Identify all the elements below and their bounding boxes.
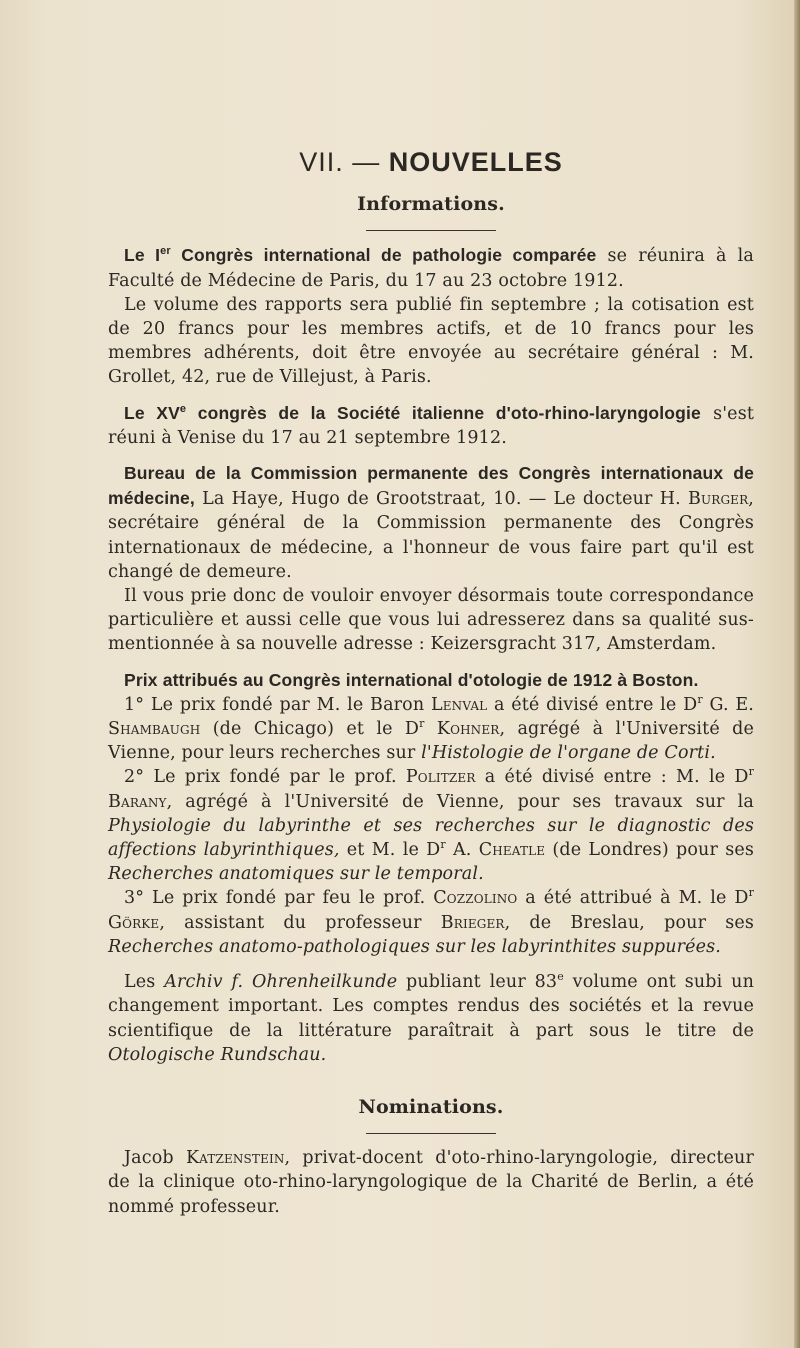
congres-italien-ordinal: Le XVe (124, 402, 187, 423)
journal-title: Archiv f. Ohrenheilkunde (164, 972, 398, 993)
section-title-text: NOUVELLES (388, 147, 563, 177)
paragraph-prix-1: 1° Le prix fondé par M. le Baron Lenval a été divisé entre le $D^r$ G. E. Shambaugh (de Chicago) et le $D^r$ Kohner, agrégé à l'Université de Vienne, pour leurs recherches sur l'Histologie de l'organe de Corti. (108, 693, 755, 764)
paragraph-bureau-commission: Bureau de la Commission permanente des Congrès internationaux de médecine, La Haye, Hugo de Grootstraat, 10. — Le docteur H. Burger, secrétaire général de la Commission permanente des Congrès internationaux de médecine, a l'honneur de vous faire part qu'il est changé de demeure. (108, 463, 754, 582)
nominations-heading: Nominations. (358, 1095, 504, 1118)
congres-italien-text: s'est réuni à Venise du 17 au 21 septembre 1912. (108, 403, 755, 448)
paragraph-nouvelle-adresse: Il vous prie donc de vouloir envoyer désormais toute correspondance particulière et aussi celle que vous lui adresserez dans sa qualité sus-mentionnée à sa nouvelle adresse : Keizersgracht 317, Amsterdam. (108, 586, 754, 655)
paragraph-archiv: Les Archiv f. Ohrenheilkunde publiant leur 83e volume ont subi un changement important. Les comptes rendus des sociétés et la revue scientifique de la littérature paraîtrait à part sous le titre de Otologische Rundschau. (108, 970, 754, 1065)
work-title: l'Histologie de l'organe de Corti. (421, 743, 716, 764)
section-title (108, 147, 754, 177)
person-name: Shambaugh (108, 719, 201, 740)
heading-rule (366, 1133, 496, 1134)
person-name: Katzenstein (185, 1148, 285, 1169)
paragraph-nomination: Jacob Katzenstein, privat-docent d'oto-rhino-laryngologie, directeur de la clinique oto-rhino-laryngologique de la Charité de Berlin, a été nommé professeur. (108, 1148, 754, 1217)
prix-boston-title: Prix attribués au Congrès international d'otologie de 1912 à Boston. (124, 669, 699, 690)
paragraph-congres-italien (108, 401, 754, 450)
journal-title: Otologische Rundschau. (108, 1044, 327, 1065)
person-name: Brieger (440, 912, 505, 933)
person-name: Cozzolino (433, 888, 518, 909)
informations-heading: Informations. (357, 193, 505, 216)
paragraph-cotisation: Le volume des rapports sera publié fin septembre ; la cotisation est de 20 francs pour les membres actifs, et de 10 francs pour les membres adhérents, doit être envoyée au secrétaire général : M. Grollet, 42, rue de Villejust, à Paris. (108, 294, 754, 388)
person-name: Görke (108, 912, 160, 933)
section-number: VII. — (299, 147, 381, 177)
page-edge (794, 0, 800, 1348)
document-body (108, 147, 755, 1219)
person-name: Cheatle (478, 840, 546, 861)
person-name: Barany (108, 791, 167, 812)
person-name: Lenval (430, 694, 488, 715)
paragraph-prix-heading (108, 668, 754, 693)
work-title: Physiologie du labyrinthe et ses recherches sur le diagnostic des affections labyrinthiques, (108, 815, 754, 861)
paragraph-prix-2: 2° Le prix fondé par le prof. Politzer a été divisé entre : M. le $D^r$ Barany, agrégé à l'Université de Vienne, pour ses travaux sur la Physiologie du labyrinthe et ses recherches sur le diagnostic des affections labyrinthiques, et M. le $D^r$ A. Cheatle (de Londres) pour ses Recherches anatomiques sur le temporal. (108, 765, 754, 885)
congres-ordinal: Le Ier (124, 245, 171, 266)
person-name: Politzer (405, 767, 476, 788)
congres-pathologie-text: se réunira à la Faculté de Médecine de Paris, du 17 au 23 octobre 1912. (108, 246, 755, 291)
congres-pathologie-title: Congrès international de pathologie comparée (170, 245, 597, 266)
bureau-commission-title: Bureau de la Commission permanente des Congrès internationaux de médecine, (108, 463, 754, 509)
paragraph-congres-pathologie (108, 243, 754, 292)
heading-rule (366, 230, 496, 231)
person-name: Kohner (436, 719, 500, 740)
work-title: Recherches anatomiques sur le temporal. (108, 864, 484, 885)
person-name: Burger (687, 489, 749, 510)
congres-italien-title: congrès de la Société italienne d'oto-rhino-laryngologie (186, 402, 701, 423)
work-title: Recherches anatomo-pathologiques sur les labyrinthites suppurées. (108, 936, 721, 957)
paragraph-prix-3: 3° Le prix fondé par feu le prof. Cozzolino a été attribué à M. le $D^r$ Görke, assistant du professeur Brieger, de Breslau, pour ses Recherches anatomo-pathologiques sur les labyrinthites suppurées. (108, 886, 754, 957)
